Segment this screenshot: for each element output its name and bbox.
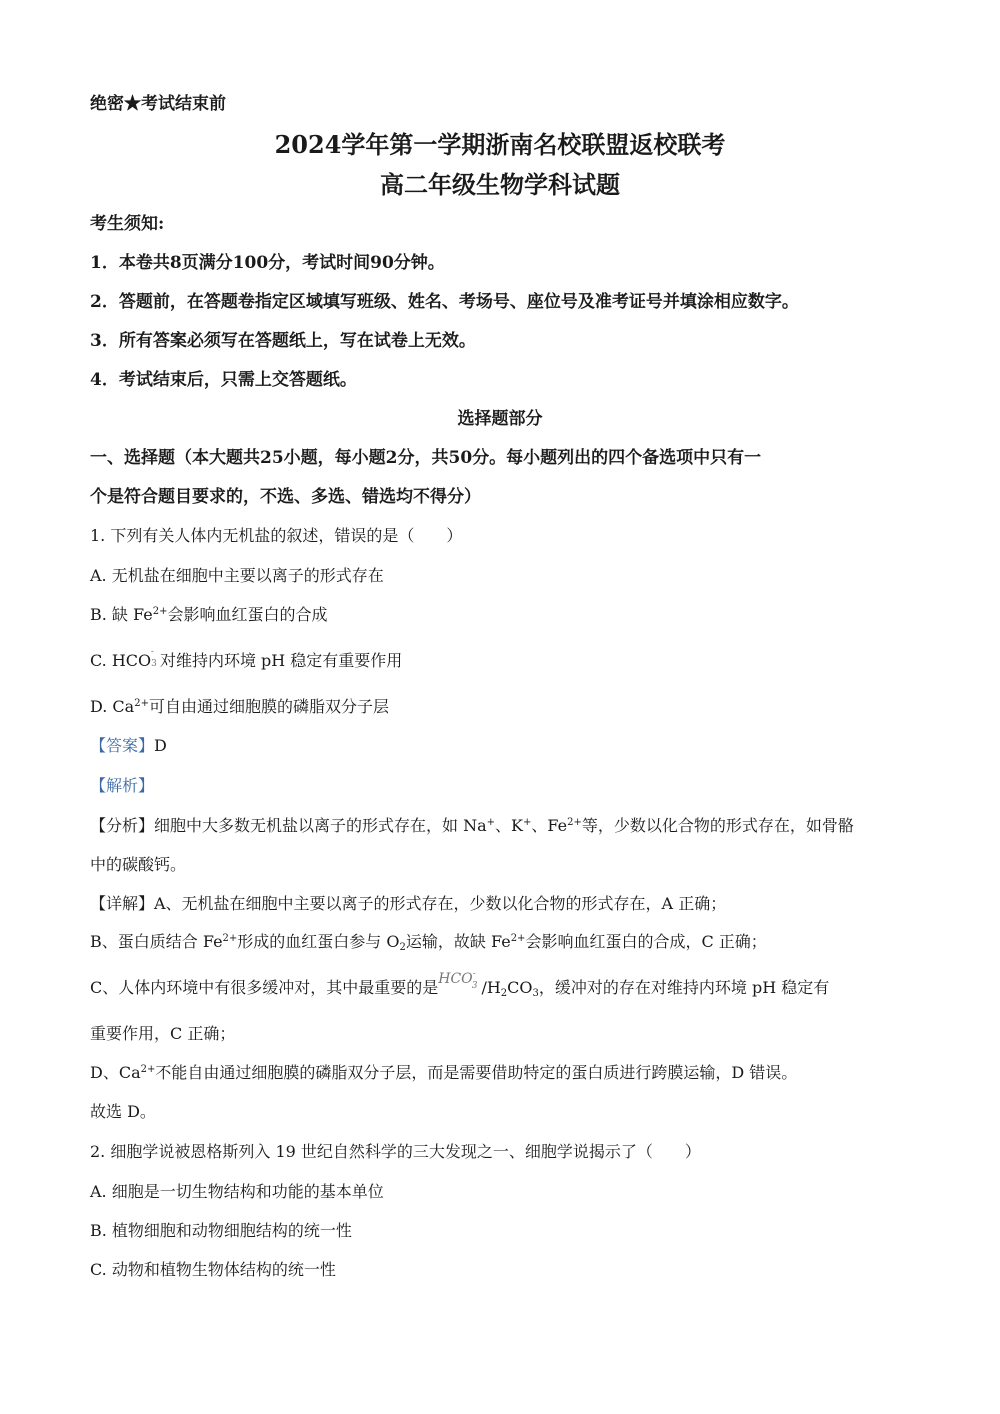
detail-c-text-1: C、人体内环境中有很多缓冲对，其中最重要的是 — [90, 978, 439, 997]
detail-b-text-3: 运输，故缺 Fe — [405, 932, 511, 951]
fenxi-text-c: 、Fe — [531, 816, 568, 835]
q1-option-c — [90, 647, 403, 674]
detail-c-sub-h2: 2 — [500, 988, 508, 999]
q1-answer — [90, 736, 167, 756]
detail-c-hco-sub: 3 — [471, 981, 478, 991]
q1-detail-a: 【详解】A、无机盐在细胞中主要以离子的形式存在，少数以化合物的形式存在，A 正确； — [90, 894, 727, 913]
answer-label: 【答案】 — [90, 736, 155, 755]
detail-c-hco — [438, 969, 481, 991]
q2-option-c: C. 动物和植物生物体结构的统一性 — [90, 1260, 336, 1279]
notice-heading: 考生须知: — [90, 214, 165, 234]
fenxi-text-a: 【分析】细胞中大多数无机盐以离子的形式存在，如 Na — [90, 816, 487, 835]
fenxi-text-b: 、K — [495, 816, 523, 835]
detail-c-text-4: ，缓冲对的存在对维持内环境 pH 稳定有 — [538, 978, 830, 997]
q2-option-a: A. 细胞是一切生物结构和功能的基本单位 — [90, 1182, 384, 1201]
q1-d-sup: 2+ — [134, 698, 149, 709]
q1-analysis-label: 【解析】 — [90, 776, 155, 795]
q1-option-d — [90, 697, 389, 717]
q1-fenxi-line-1 — [90, 816, 854, 836]
exam-title: 2024学年第一学期浙南名校联盟返校联考 — [274, 130, 726, 159]
q1-c-text: C. HCO — [90, 651, 152, 670]
section-instruction-1: 一、选择题（本大题共25小题，每小题2分，共50分。每小题列出的四个备选项中只有一 — [90, 448, 762, 468]
detail-b-text-4: 会影响血红蛋白的合成，C 正确； — [525, 932, 767, 951]
detail-b-text-2: 形成的血红蛋白参与 O — [237, 932, 400, 951]
detail-b-text-1: B、蛋白质结合 Fe — [90, 932, 223, 951]
q1-detail-c — [90, 969, 830, 1001]
q1-d-text: D. Ca — [90, 697, 135, 716]
detail-d-sup: 2+ — [140, 1064, 156, 1075]
q1-detail-d — [90, 1063, 797, 1083]
q1-detail-b — [90, 932, 767, 952]
detail-c-hco-minus: - — [472, 969, 476, 979]
fenxi-sup-k: + — [523, 817, 532, 828]
q1-option-a: A. 无机盐在细胞中主要以离子的形式存在 — [90, 566, 384, 585]
fenxi-text-d: 等，少数以化合物的形式存在，如骨骼 — [581, 816, 854, 835]
secret-label: 绝密★考试结束前 — [90, 94, 226, 114]
detail-d-text-1: D、Ca — [90, 1063, 141, 1082]
answer-value: D — [154, 736, 167, 755]
detail-c-text-3: CO — [507, 978, 533, 997]
detail-b-sup-1: 2+ — [222, 933, 238, 944]
fenxi-sup-fe: 2+ — [567, 817, 582, 828]
notice-item-3: 3．所有答案必须写在答题纸上，写在试卷上无效。 — [90, 331, 476, 351]
notice-item-2: 2．答题前，在答题卷指定区域填写班级、姓名、考场号、座位号及准考证号并填涂相应数字。 — [90, 292, 799, 312]
fenxi-sup-na: + — [486, 817, 496, 828]
q1-c-text-rest: 对维持内环境 pH 稳定有重要作用 — [159, 651, 403, 670]
q1-b-text: B. 缺 Fe — [90, 605, 153, 624]
detail-c-sub-co3: 3 — [532, 988, 539, 999]
q1-stem: 1. 下列有关人体内无机盐的叙述，错误的是（ ） — [90, 526, 463, 545]
detail-b-sup-2: 2+ — [510, 933, 526, 944]
notice-item-1: 1．本卷共8页满分100分，考试时间90分钟。 — [90, 253, 445, 273]
detail-c-text-2: /H — [481, 978, 501, 997]
notice-item-4: 4．考试结束后，只需上交答题纸。 — [90, 370, 357, 390]
q1-detail-c-cont: 重要作用，C 正确； — [90, 1024, 236, 1043]
detail-b-sub-o2: 2 — [399, 942, 406, 953]
q2-option-b: B. 植物细胞和动物细胞结构的统一性 — [90, 1221, 352, 1240]
q1-choose: 故选 D。 — [90, 1102, 156, 1121]
q1-b-text-rest: 会影响血红蛋白的合成 — [167, 605, 328, 624]
q1-fenxi-line-2: 中的碳酸钙。 — [90, 855, 187, 874]
detail-d-text-2: 不能自由通过细胞膜的磷脂双分子层，而是需要借助特定的蛋白质进行跨膜运输，D 错误。 — [155, 1063, 798, 1082]
q1-c-minus: - — [150, 647, 154, 657]
q2-stem: 2. 细胞学说被恩格斯列入 19 世纪自然科学的三大发现之一、细胞学说揭示了（ ） — [90, 1142, 701, 1161]
q1-d-text-rest: 可自由通过细胞膜的磷脂双分子层 — [148, 697, 389, 716]
q1-b-sup: 2+ — [152, 606, 168, 617]
part-heading: 选择题部分 — [457, 409, 543, 429]
q1-option-b — [90, 605, 327, 625]
section-instruction-2: 个是符合题目要求的，不选、多选、错选均不得分） — [90, 487, 481, 507]
detail-c-hco-text: HCO — [438, 971, 473, 987]
exam-subtitle: 高二年级生物学科试题 — [380, 170, 620, 199]
q1-c-sub: 3 — [151, 659, 157, 669]
